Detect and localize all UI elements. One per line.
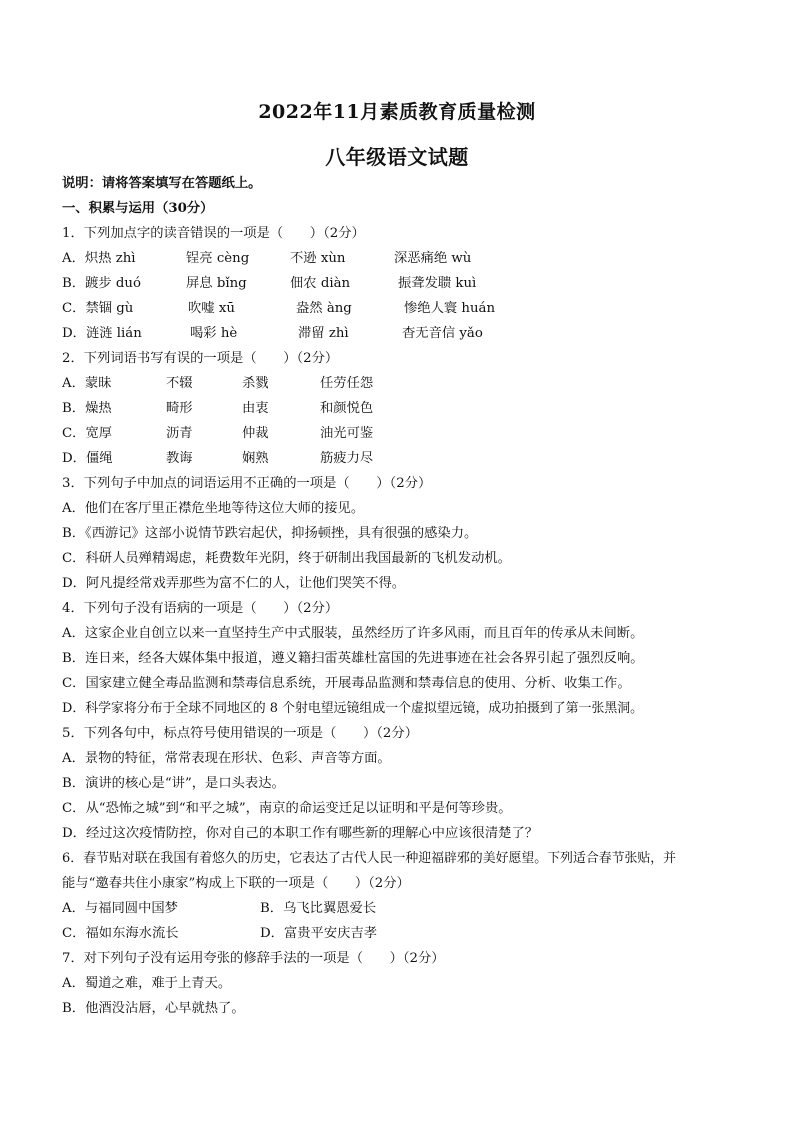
option-item: 深恶痛绝 wù	[394, 251, 472, 266]
option-item: 教诲	[166, 451, 193, 466]
option-item: 杀戮	[242, 376, 269, 391]
question-4-option-a: A．这家企业自创立以来一直坚持生产中式服装，虽然经历了许多风雨，而且百年的传承从未间断。	[62, 626, 644, 641]
question-3-option-c: C．科研人员殚精竭虑，耗费数年光阴，终于研制出我国最新的飞机发动机。	[62, 551, 511, 566]
question-3-option-d: D．阿凡提经常戏弄那些为富不仁的人，让他们哭笑不得。	[62, 576, 406, 591]
option-item: 滞留 zhì	[298, 326, 349, 341]
option-item: 锃亮 cèng	[186, 251, 250, 266]
option-item: 惨绝人寰 huán	[404, 301, 496, 316]
option-item: 喝彩 hè	[190, 326, 238, 341]
option-item: 由衷	[242, 401, 269, 416]
question-4-stem: 4．下列句子没有语病的一项是（ ）（2分）	[62, 601, 339, 616]
question-4-option-b: B．连日来，经各大媒体集中报道，遵义籍扫雷英雄杜富国的先进事迹在社会各界引起了强烈反响。	[62, 651, 644, 666]
question-5-option-d: D．经过这次疫情防控，你对自己的本职工作有哪些新的理解心中应该很清楚了？	[62, 826, 539, 841]
option-item: A．炽热 zhì	[62, 251, 136, 266]
option-item: B．踱步 duó	[62, 276, 141, 291]
section-heading: 一、积累与运用（30分）	[62, 201, 214, 216]
option-item: D．僵绳	[62, 451, 113, 466]
option-item: 任劳任怨	[320, 376, 374, 391]
option-item: D．涟涟 lián	[62, 326, 142, 341]
question-5-option-a: A．景物的特征，常常表现在形状、色彩、声音等方面。	[62, 751, 391, 766]
question-6-stem-line-1: 6．春节贴对联在我国有着悠久的历史，它表达了古代人民一种迎福辟邪的美好愿望。下列适合春节张贴，并	[62, 851, 677, 866]
option-item: 杳无音信 yǎo	[402, 326, 483, 341]
question-3-option-a: A．他们在客厅里正襟危坐地等待这位大师的接见。	[62, 501, 365, 516]
question-3-stem: 3．下列句子中加点的词语运用不正确的一项是（ ）（2分）	[62, 476, 432, 491]
option-item: 盎然 àng	[296, 301, 352, 316]
option-item: 仲裁	[242, 426, 269, 441]
option-item: 畸形	[166, 401, 193, 416]
option-item: 不辍	[166, 376, 193, 391]
option-item: A．蒙昧	[62, 376, 112, 391]
question-5-option-c: C．从“恐怖之城”到“和平之城”，南京的命运变迁足以证明和平是何等珍贵。	[62, 801, 512, 816]
exam-subtitle: 八年级语文试题	[325, 145, 469, 169]
option-item: 娴熟	[242, 451, 269, 466]
question-6-stem-line-2: 能与“邀春共住小康家”构成上下联的一项是（ ）（2分）	[62, 876, 410, 891]
option-item: C．宽厚	[62, 426, 113, 441]
question-1-stem: 1．下列加点字的读音错误的一项是（ ）（2分）	[62, 226, 365, 241]
option-item: C．福如东海水流长	[62, 926, 179, 941]
option-item: 不逊 xùn	[290, 251, 346, 266]
question-4-option-d: D．科学家将分布于全球不同地区的 8 个射电望远镜组成一个虚拟望远镜，成功拍摄到了第一张黑洞。	[62, 701, 644, 716]
option-item: D．富贵平安庆吉孝	[260, 926, 378, 941]
question-4-option-c: C．国家建立健全毒品监测和禁毒信息系统，开展毒品监测和禁毒信息的使用、分析、收集工作。	[62, 676, 631, 691]
option-item: 和颜悦色	[320, 401, 374, 416]
option-item: B．乌飞比翼恩爱长	[260, 901, 377, 916]
option-item: 油光可鉴	[320, 426, 374, 441]
instruction: 说明：请将答案填写在答题纸上。	[62, 176, 262, 191]
question-2-stem: 2．下列词语书写有误的一项是（ ）（2分）	[62, 351, 339, 366]
option-item: 佃农 diàn	[290, 276, 351, 291]
exam-title: 2022年11月素质教育质量检测	[258, 101, 536, 123]
question-7-option-b: B．他酒没沾唇，心早就热了。	[62, 1001, 245, 1016]
option-item: 吹嘘 xū	[188, 301, 235, 316]
option-item: 沥青	[166, 426, 193, 441]
option-item: 振聋发聩 kuì	[398, 276, 477, 291]
question-3-option-b: B．《西游记》这部小说情节跌宕起伏，抑扬顿挫，具有很强的感染力。	[62, 526, 478, 541]
option-item: 筋疲力尽	[320, 451, 374, 466]
option-item: 屏息 bǐng	[186, 276, 247, 291]
option-item: B．燥热	[62, 401, 112, 416]
question-5-stem: 5．下列各句中，标点符号使用错误的一项是（ ）（2分）	[62, 726, 418, 741]
question-7-stem: 7．对下列句子没有运用夸张的修辞手法的一项是（ ）（2分）	[62, 951, 445, 966]
option-item: A．与福同圆中国梦	[62, 901, 178, 916]
question-5-option-b: B．演讲的核心是“讲”，是口头表达。	[62, 776, 285, 791]
option-item: C．禁锢 gù	[62, 301, 134, 316]
question-7-option-a: A．蜀道之难，难于上青天。	[62, 976, 232, 991]
